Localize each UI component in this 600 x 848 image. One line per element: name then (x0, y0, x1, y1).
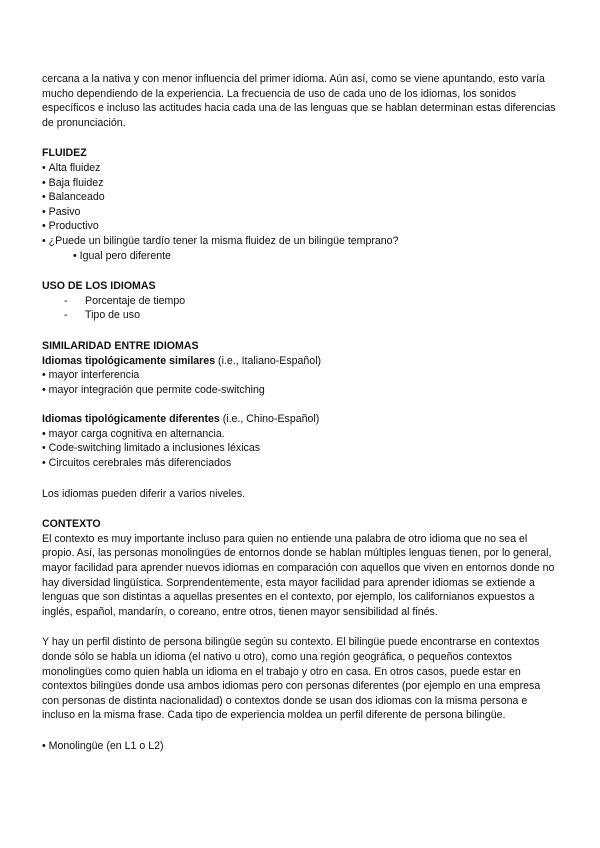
list-item: • Baja fluidez (42, 176, 560, 191)
sub-list-item: • Igual pero diferente (42, 249, 560, 264)
dash-mark: - (64, 309, 68, 322)
similar-subheading (42, 354, 560, 369)
similaridad-heading: SIMILARIDAD ENTRE IDIOMAS (42, 339, 199, 352)
list-item: • ¿Puede un bilingüe tardío tener la misma fluidez de un bilingüe temprano? (42, 234, 560, 249)
list-item: • Productivo (42, 219, 560, 234)
contexto-paragraph-2: Y hay un perfil distinto de persona bilingüe según su contexto. El bilingüe puede encontrarse en contextos donde sólo se habla un idioma (el nativo u otro), como una región geográfica, o pequeños contextos monolingües como quien habla un idioma en el trabajo y otro en casa. En otros casos, puede estar en contextos bilingües donde usa ambos idiomas pero con personas diferentes (por ejemplo en una empresa con personas de distinta nacionalidad) o contextos donde se usan dos idiomas con la misma persona e incluso en la misma frase. Cada tipo de experiencia moldea un perfil diferente de persona bilingüe. (42, 636, 541, 722)
dash-item-label: Tipo de uso (85, 309, 140, 322)
list-item: • Monolingüe (en L1 o L2) (42, 739, 560, 754)
list-item: • mayor interferencia (42, 368, 560, 383)
list-item: • Pasivo (42, 205, 560, 220)
fluidez-heading: FLUIDEZ (42, 147, 87, 160)
different-note: (i.e., Chino-Español) (219, 413, 320, 426)
list-item: • Balanceado (42, 190, 560, 205)
levels-sentence: Los idiomas pueden diferir a varios niveles. (42, 487, 246, 500)
dash-mark: - (64, 294, 68, 307)
uso-heading: USO DE LOS IDIOMAS (42, 280, 156, 293)
similar-note: (i.e., Italiano-Español) (215, 354, 322, 367)
dash-list-item (42, 308, 560, 323)
list-item: • Code-switching limitado a inclusiones léxicas (42, 441, 560, 456)
contexto-paragraph-1: El contexto es muy importante incluso para quien no entiende una palabra de otro idioma que no sea el propio. Así, las personas monolingües de entornos donde se hablan múltiples lenguas tienen, por lo general, mayor facilidad para aprender nuevos idiomas en comparación con aquellos que viven en entornos donde no hay diversidad lingüística. Sorprendentemente, esta mayor facilidad para aprender idiomas se extiende a lenguas que son distintas a aquellas presentes en el contexto, por ejemplo, los californianos expuestos a inglés, español, mandarín, o coreano, entre otros, tienen mayor sensibilidad al finés. (42, 532, 555, 618)
intro-paragraph: cercana a la nativa y con menor influencia del primer idioma. Aún así, como se viene apuntando, esto varía mucho dependiendo de la experiencia. La frecuencia de uso de cada uno de los idiomas, los sonidos específicos e incluso las actitudes hacia cada una de las lenguas que se hablan determinan estas diferencias de pronunciación. (42, 73, 556, 129)
list-item: • mayor integración que permite code-switching (42, 383, 560, 398)
different-title: Idiomas tipológicamente diferentes (42, 413, 220, 426)
similar-title: Idiomas tipológicamente similares (42, 354, 216, 367)
list-item: • Alta fluidez (42, 161, 560, 176)
dash-list-item (42, 294, 560, 309)
list-item: • mayor carga cognitiva en alternancia. (42, 427, 560, 442)
dash-item-label: Porcentaje de tiempo (85, 294, 186, 307)
contexto-heading: CONTEXTO (42, 518, 101, 531)
list-item: • Circuitos cerebrales más diferenciados (42, 456, 560, 471)
different-subheading (42, 412, 560, 427)
